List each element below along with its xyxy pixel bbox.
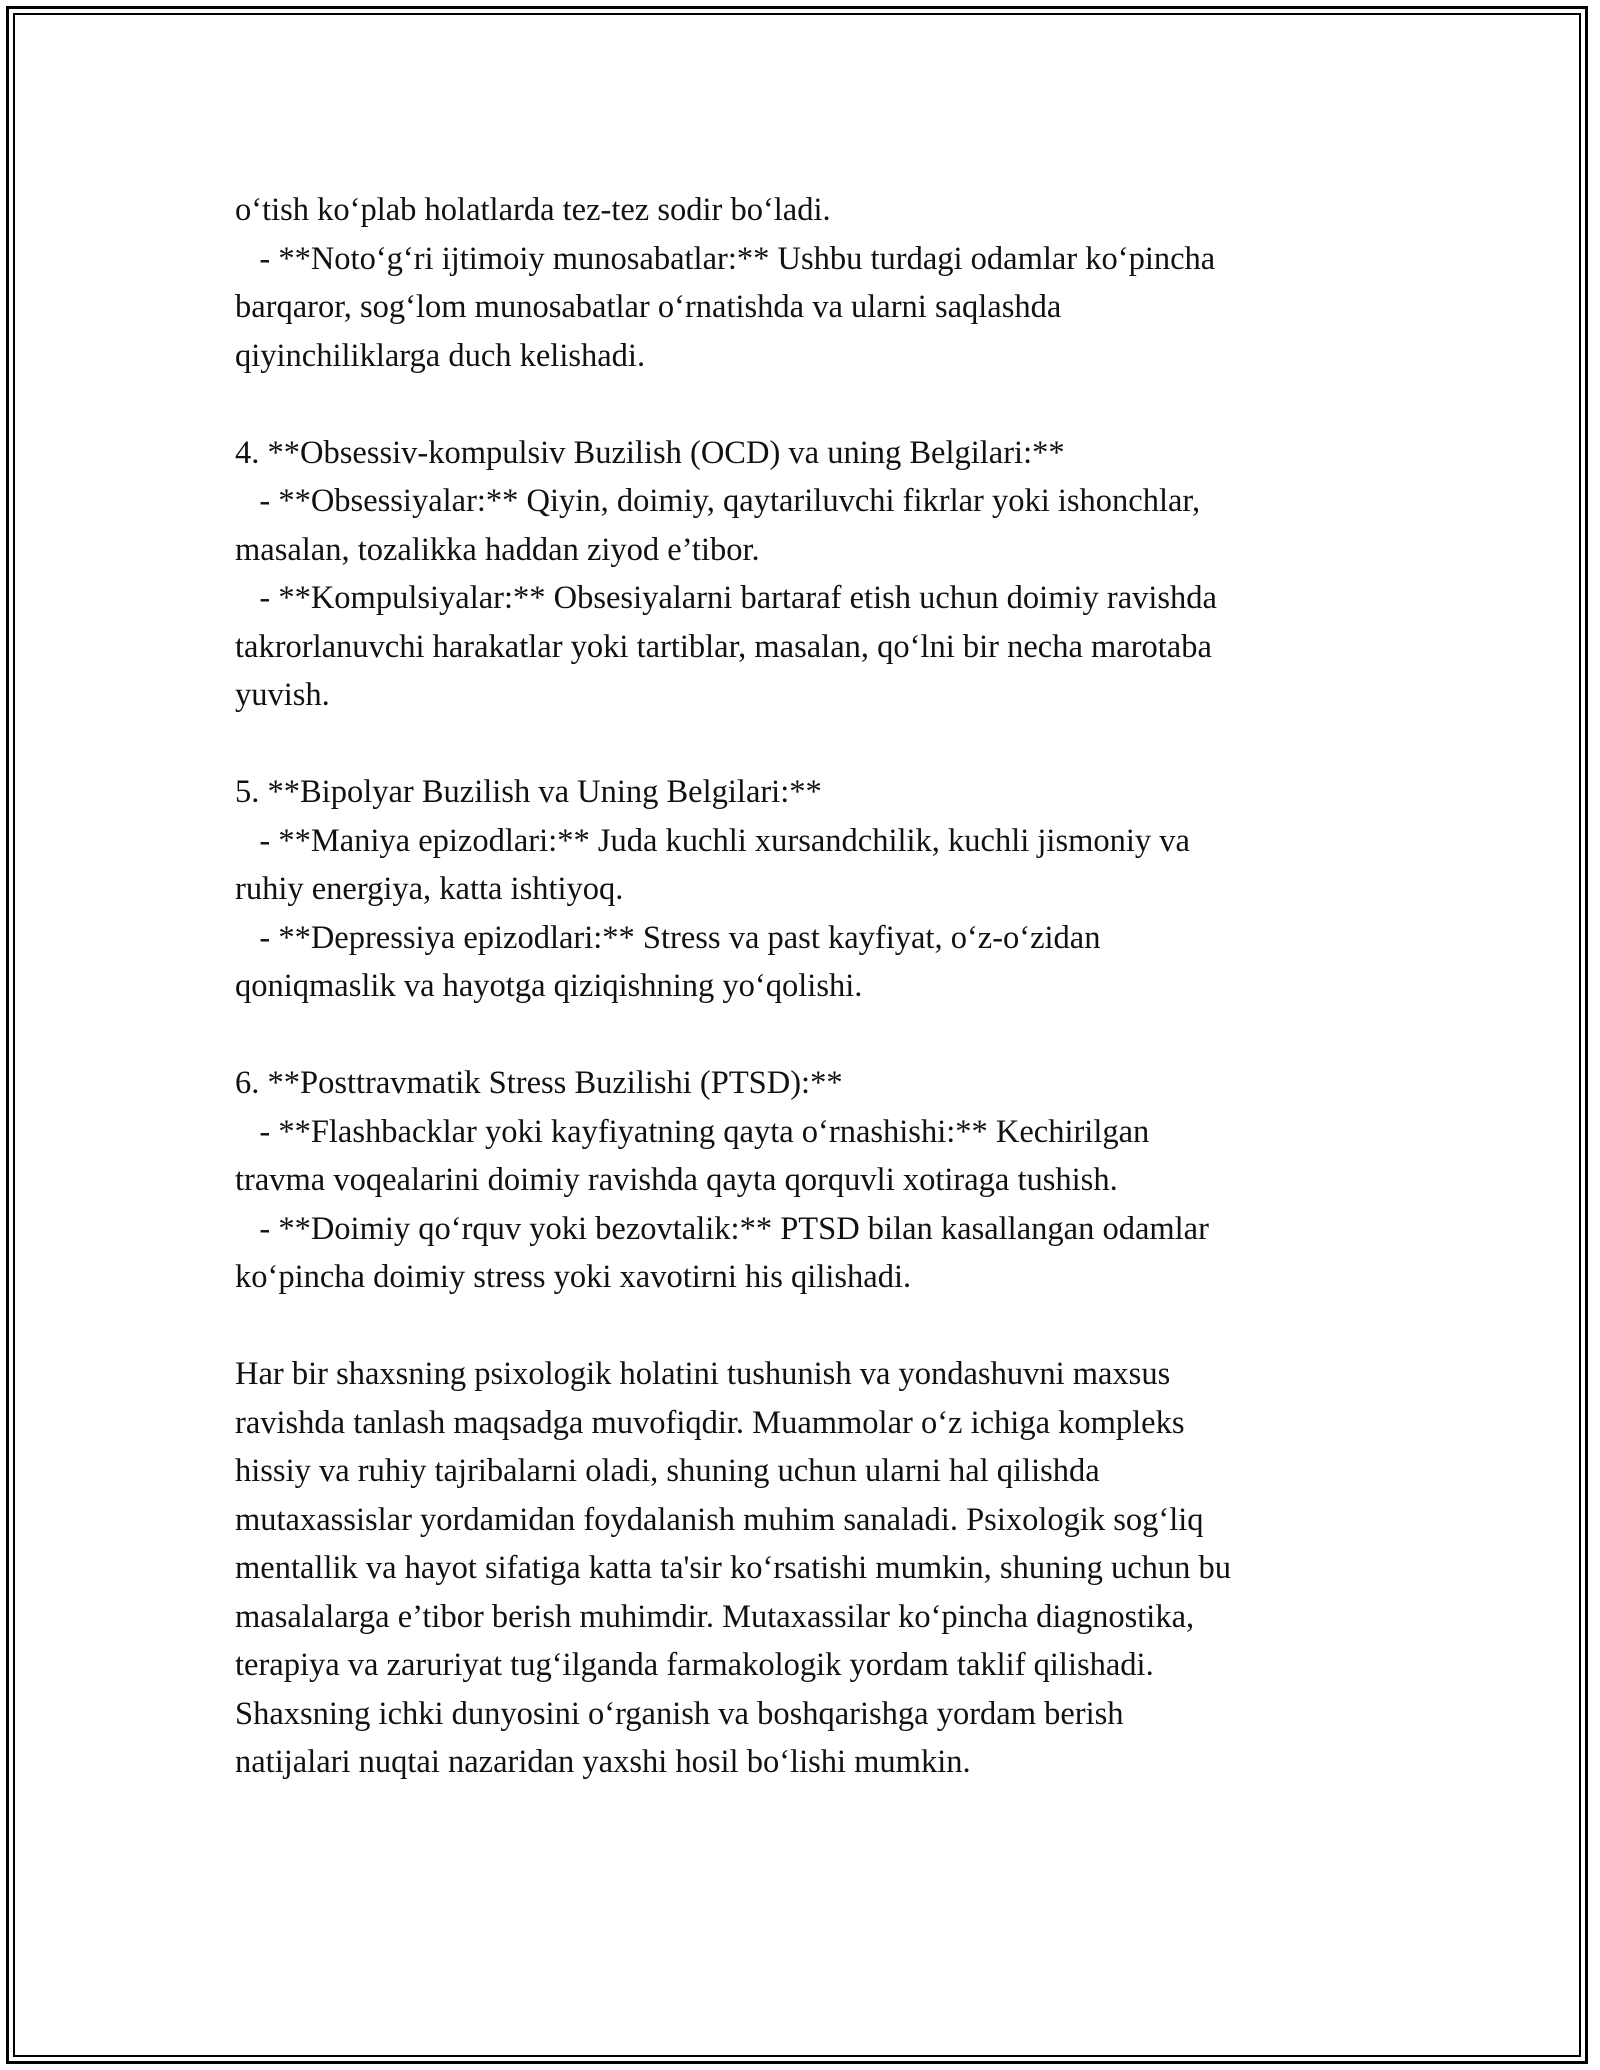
text-line: o‘tish ko‘plab holatlarda tez-tez sodir bo‘ladi. (235, 192, 831, 228)
list-item: - **Maniya epizodlari:** Juda kuchli xursandchilik, kuchli jismoniy va (235, 822, 1190, 859)
text-line: qiyinchiliklarga duch kelishadi. (235, 337, 646, 374)
text-line: yuvish. (235, 677, 330, 713)
blank-line (235, 380, 1415, 429)
blank-line (235, 1302, 1415, 1351)
list-item: - **Doimiy qo‘rquv yoki bezovtalik:** PTSD bilan kasallangan odamlar (235, 1210, 1209, 1247)
paragraph-line: hissiy va ruhiy tajribalarni oladi, shuning uchun ularni hal qilishda (235, 1453, 1100, 1489)
text-line: ruhiy energiya, katta ishtiyoq. (235, 871, 624, 907)
paragraph-line: terapiya va zaruriyat tug‘ilganda farmakologik yordam taklif qilishadi. (235, 1647, 1154, 1683)
text-line: masalan, tozalikka haddan ziyod e’tibor. (235, 531, 760, 568)
section-heading: 5. **Bipolyar Buzilish va Uning Belgilari:** (235, 774, 822, 810)
text-line: qoniqmaslik va hayotga qiziqishning yo‘qolishi. (235, 968, 863, 1004)
blank-line (235, 1011, 1415, 1060)
list-item: - **Noto‘g‘ri ijtimoiy munosabatlar:** Ushbu turdagi odamlar ko‘pincha (235, 240, 1216, 277)
paragraph-line: ravishda tanlash maqsadga muvofiqdir. Muammolar o‘z ichiga kompleks (235, 1404, 1185, 1441)
list-item: - **Obsessiyalar:** Qiyin, doimiy, qaytariluvchi fikrlar yoki ishonchlar, (235, 483, 1201, 519)
paragraph-line: mentallik va hayot sifatiga katta ta'sir ko‘rsatishi mumkin, shuning uchun bu (235, 1550, 1232, 1586)
paragraph-line: natijalari nuqtai nazaridan yaxshi hosil bo‘lishi mumkin. (235, 1744, 971, 1780)
section-heading: 6. **Posttravmatik Stress Buzilishi (PTSD):** (235, 1065, 843, 1101)
paragraph-line: mutaxassislar yordamidan foydalanish muhim sanaladi. Psixologik sog‘liq (235, 1501, 1204, 1538)
blank-line (235, 720, 1415, 769)
text-line: travma voqealarini doimiy ravishda qayta qorquvli xotiraga tushish. (235, 1162, 1118, 1198)
document-body (235, 186, 1415, 1787)
list-item: - **Kompulsiyalar:** Obsesiyalarni bartaraf etish uchun doimiy ravishda (235, 580, 1217, 616)
list-item: - **Depressiya epizodlari:** Stress va past kayfiyat, o‘z-o‘zidan (235, 919, 1101, 956)
paragraph-line: Shaxsning ichki dunyosini o‘rganish va boshqarishga yordam berish (235, 1695, 1124, 1732)
paragraph-line: Har bir shaxsning psixologik holatini tushunish va yondashuvni maxsus (235, 1356, 1171, 1392)
paragraph-line: masalalarga e’tibor berish muhimdir. Mutaxassilar ko‘pincha diagnostika, (235, 1598, 1195, 1635)
text-line: takrorlanuvchi harakatlar yoki tartiblar, masalan, qo‘lni bir necha marotaba (235, 628, 1212, 665)
list-item: - **Flashbacklar yoki kayfiyatning qayta o‘rnashishi:** Kechirilgan (235, 1113, 1150, 1150)
section-heading: 4. **Obsessiv-kompulsiv Buzilish (OCD) va uning Belgilari:** (235, 434, 1065, 471)
text-line: barqaror, sog‘lom munosabatlar o‘rnatishda va ularni saqlashda (235, 289, 1062, 325)
text-line: ko‘pincha doimiy stress yoki xavotirni his qilishadi. (235, 1259, 912, 1295)
